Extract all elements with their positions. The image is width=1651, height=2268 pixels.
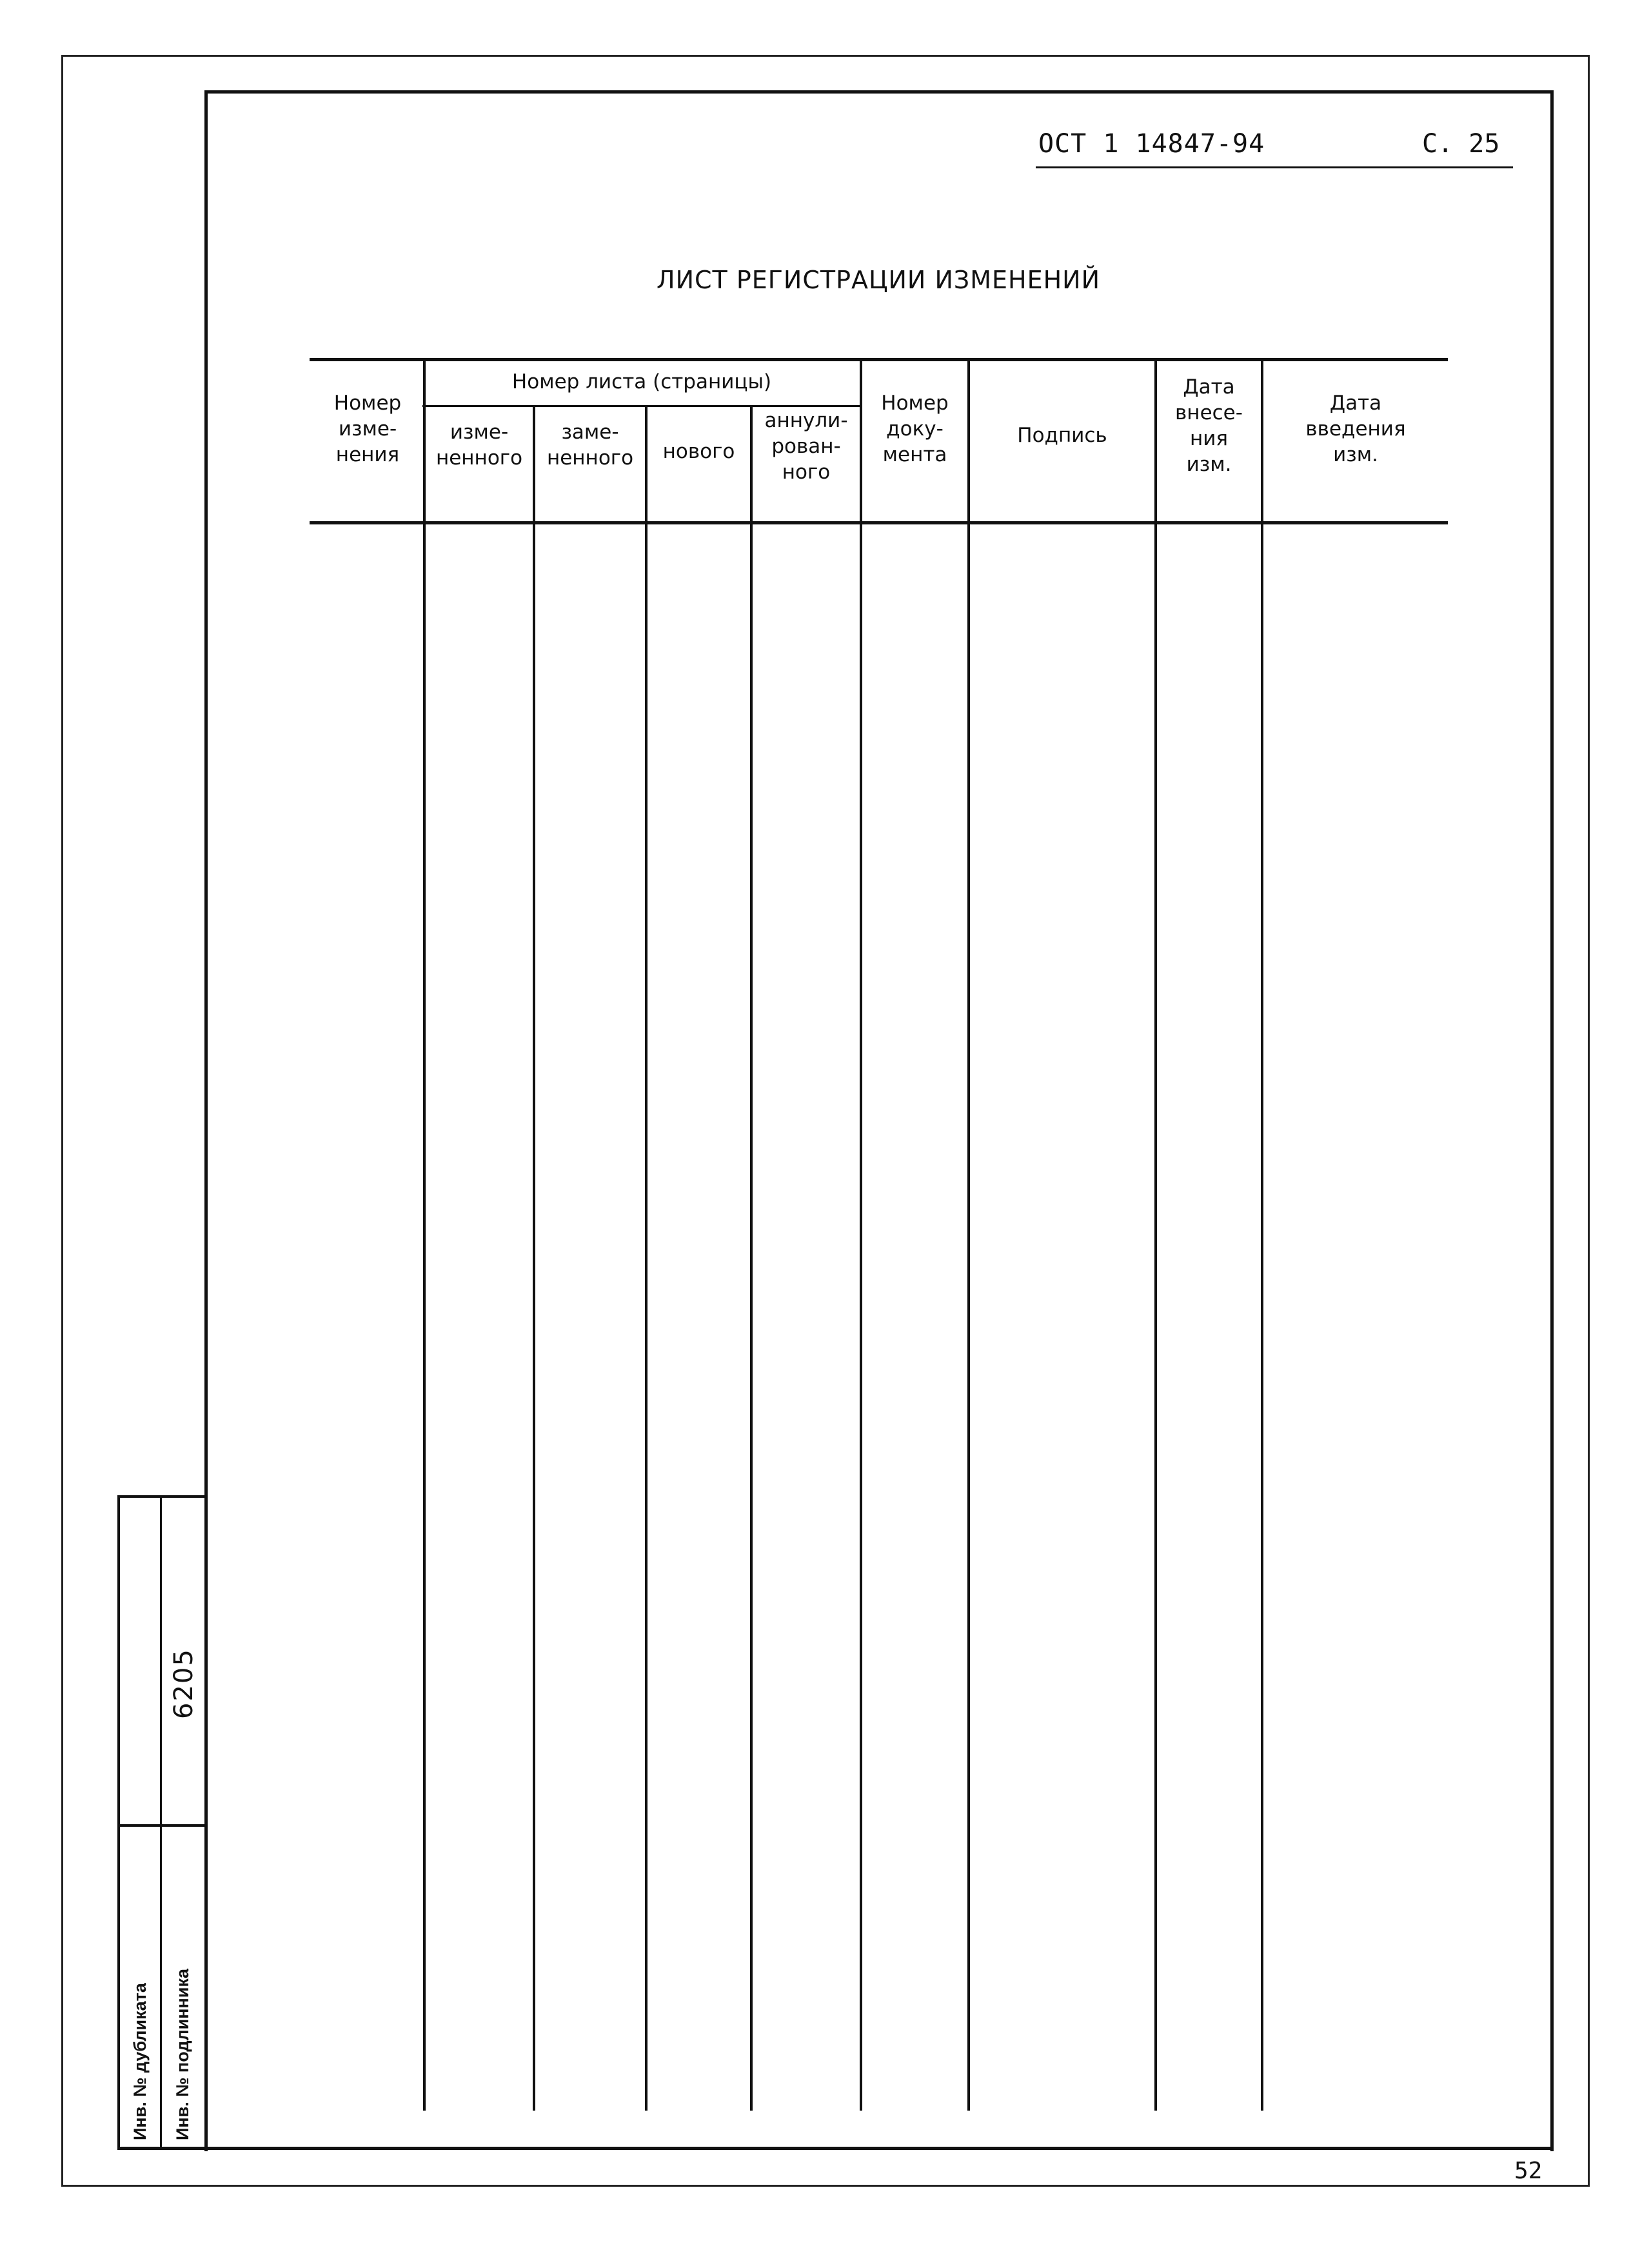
header-replaced-line2: ненного bbox=[546, 446, 634, 470]
frame-bottom-line bbox=[117, 2147, 1554, 2150]
original-inventory-label: Инв. № подлинника bbox=[173, 1969, 192, 2140]
header-change-number bbox=[313, 390, 422, 468]
duplicate-inventory-label: Инв. № дубликата bbox=[130, 1983, 150, 2140]
inventory-stamp-divider bbox=[160, 1495, 162, 2148]
col-divider-7 bbox=[1154, 359, 1157, 2111]
header-signature: Подпись bbox=[1017, 424, 1107, 447]
header-document-number bbox=[862, 390, 967, 468]
inventory-stamp-row-divider bbox=[117, 1824, 204, 1827]
table-header-bottom-rule bbox=[310, 521, 1448, 524]
header-document-number-line2: доку- bbox=[886, 417, 944, 441]
header-cancelled-line3: ного bbox=[782, 461, 831, 484]
header-entry-date-line4: изм. bbox=[1186, 453, 1232, 476]
col-divider-2 bbox=[533, 406, 535, 2111]
header-cancelled-line1: аннули- bbox=[764, 409, 848, 432]
header-new: нового bbox=[662, 440, 735, 463]
document-code-underline bbox=[1036, 166, 1513, 168]
header-replaced-line1: заме- bbox=[561, 421, 619, 444]
header-change-number-line2: изме- bbox=[338, 417, 397, 441]
sheet-title: ЛИСТ РЕГИСТРАЦИИ ИЗМЕНЕНИЙ bbox=[657, 266, 1101, 294]
header-entry-date-line2: внесе- bbox=[1175, 401, 1243, 424]
col-divider-3 bbox=[645, 406, 648, 2111]
header-changed bbox=[426, 419, 533, 471]
col-divider-6 bbox=[967, 359, 970, 2111]
header-sheet-number-group: Номер листа (страницы) bbox=[511, 370, 772, 393]
original-inventory-value: 6205 bbox=[169, 1648, 199, 1719]
header-changed-line2: ненного bbox=[435, 446, 523, 470]
header-entry-date-line1: Дата bbox=[1183, 375, 1235, 399]
header-effective-date bbox=[1263, 390, 1448, 468]
col-divider-5 bbox=[860, 359, 862, 2111]
page-number: 52 bbox=[1514, 2158, 1543, 2184]
header-entry-date-line3: ния bbox=[1189, 427, 1229, 450]
table-top-rule bbox=[310, 358, 1448, 361]
col-divider-1 bbox=[423, 359, 426, 2111]
group-header-rule bbox=[422, 405, 861, 407]
col-divider-4 bbox=[750, 406, 753, 2111]
header-entry-date bbox=[1157, 374, 1261, 477]
header-effective-date-line3: изм. bbox=[1333, 443, 1378, 466]
header-changed-line1: изме- bbox=[450, 421, 509, 444]
header-document-number-line1: Номер bbox=[881, 392, 949, 415]
header-cancelled-line2: рован- bbox=[771, 435, 841, 458]
header-replaced bbox=[535, 419, 645, 471]
document-code: ОСТ 1 14847-94 bbox=[1038, 129, 1265, 159]
header-effective-date-line1: Дата bbox=[1329, 392, 1382, 415]
header-change-number-line3: нения bbox=[335, 443, 400, 466]
header-effective-date-line2: введения bbox=[1305, 417, 1406, 441]
header-change-number-line1: Номер bbox=[333, 392, 402, 415]
page-reference: С. 25 bbox=[1422, 129, 1500, 159]
col-divider-8 bbox=[1261, 359, 1263, 2111]
header-document-number-line3: мента bbox=[882, 443, 947, 466]
header-cancelled bbox=[753, 408, 860, 485]
